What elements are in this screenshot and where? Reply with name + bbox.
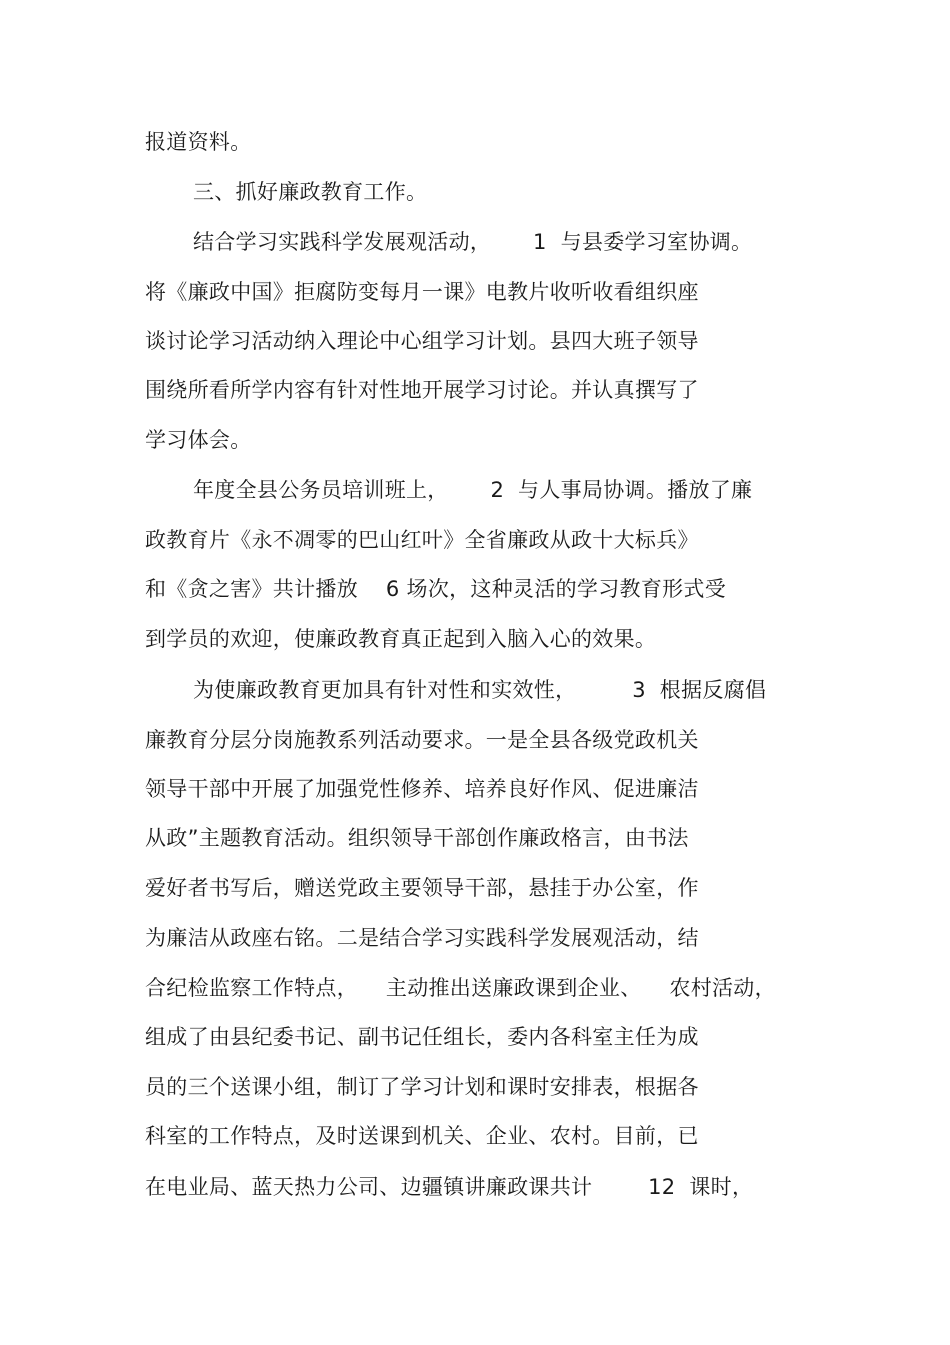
- text-line: 政教育片《永不凋零的巴山红叶》全省廉政从政十大标兵》: [145, 528, 699, 552]
- text-line: 年度全县公务员培训班上， 2 与人事局协调。播放了廉: [193, 478, 753, 502]
- text-line: 为使廉政教育更加具有针对性和实效性， 3 根据反腐倡: [193, 678, 767, 702]
- text-line: 学习体会。: [145, 428, 252, 452]
- text-line: 廉教育分层分岗施教系列活动要求。一是全县各级党政机关: [145, 728, 699, 752]
- text-line: 将《廉政中国》拒腐防变每月一课》电教片收听收看组织座: [145, 280, 699, 304]
- text-line: 到学员的欢迎，使廉政教育真正起到入脑入心的效果。: [145, 627, 657, 651]
- text-line: 爱好者书写后，赠送党政主要领导干部，悬挂于办公室，作: [145, 876, 699, 900]
- text-line: 谈讨论学习活动纳入理论中心组学习计划。县四大班子领导: [145, 329, 699, 353]
- text-line: 领导干部中开展了加强党性修养、培养良好作风、促进廉洁: [145, 777, 699, 801]
- text-line: 合纪检监察工作特点， 主动推出送廉政课到企业、 农村活动，: [145, 976, 776, 1000]
- text-line: 为廉洁从政座右铭。二是结合学习实践科学发展观活动，结: [145, 926, 699, 950]
- section-heading: 三、抓好廉政教育工作。: [193, 180, 428, 204]
- text-line: 组成了由县纪委书记、副书记任组长，委内各科室主任为成: [145, 1025, 699, 1049]
- text-line: 和《贪之害》共计播放 6 场次，这种灵活的学习教育形式受: [145, 577, 727, 601]
- text-line: 科室的工作特点，及时送课到机关、企业、农村。目前，已: [145, 1124, 699, 1148]
- text-line: 从政”主题教育活动。组织领导干部创作廉政格言，由书法: [145, 826, 689, 850]
- text-line: 在电业局、蓝天热力公司、边疆镇讲廉政课共计 12 课时，: [145, 1175, 754, 1199]
- text-line: 围绕所看所学内容有针对性地开展学习讨论。并认真撰写了: [145, 378, 699, 402]
- text-line: 结合学习实践科学发展观活动， 1 与县委学习室协调。: [193, 230, 753, 254]
- text-line: 报道资料。: [145, 130, 252, 154]
- text-line: 员的三个送课小组，制订了学习计划和课时安排表，根据各: [145, 1075, 699, 1099]
